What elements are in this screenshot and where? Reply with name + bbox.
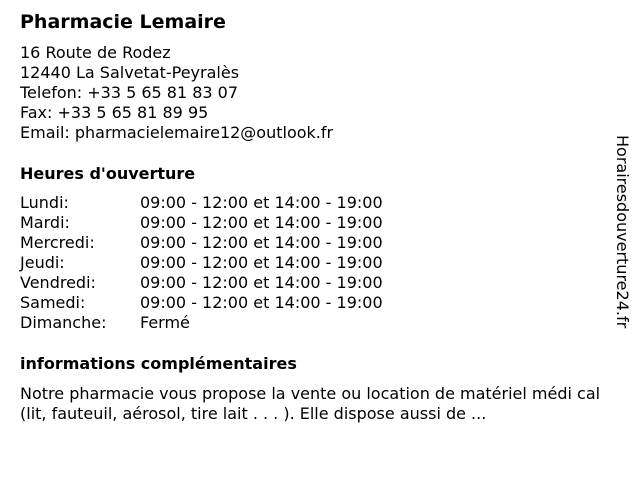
pharmacy-title: Pharmacie Lemaire <box>20 11 226 33</box>
info-heading: informations complémentaires <box>20 354 297 373</box>
hours-heading: Heures d'ouverture <box>20 164 196 183</box>
hours-time-value: 09:00 - 12:00 et 14:00 - 19:00 <box>140 273 383 292</box>
hours-row-tuesday <box>20 213 383 233</box>
hours-time-value: 09:00 - 12:00 et 14:00 - 19:00 <box>140 253 383 272</box>
hours-day-label: Samedi: <box>20 293 86 312</box>
hours-time-value: 09:00 - 12:00 et 14:00 - 19:00 <box>140 293 383 312</box>
hours-row-friday <box>20 273 383 293</box>
hours-day-label: Mardi: <box>20 213 70 232</box>
hours-day-label: Jeudi: <box>20 253 65 272</box>
hours-row-saturday <box>20 293 383 313</box>
fax-line: Fax: +33 5 65 81 89 95 <box>20 103 209 122</box>
hours-row-monday <box>20 193 383 213</box>
hours-time-value: Fermé <box>140 313 190 332</box>
hours-row-sunday <box>20 313 190 333</box>
hours-time-value: 09:00 - 12:00 et 14:00 - 19:00 <box>140 233 383 252</box>
info-description: Notre pharmacie vous propose la vente ou location de matériel médi cal (lit, fauteuil, aérosol, tire lait . . . ). Elle dispose aussi de ... <box>20 384 601 423</box>
hours-time-value: 09:00 - 12:00 et 14:00 - 19:00 <box>140 213 383 232</box>
address-line-2: 12440 La Salvetat-Peyralès <box>20 63 240 82</box>
hours-day-label: Mercredi: <box>20 233 95 252</box>
address-line-1: 16 Route de Rodez <box>20 43 171 62</box>
hours-day-label: Vendredi: <box>20 273 96 292</box>
hours-day-label: Lundi: <box>20 193 69 212</box>
hours-row-wednesday <box>20 233 383 253</box>
hours-row-thursday <box>20 253 383 273</box>
site-watermark: Horairesdouverture24.fr <box>613 135 632 329</box>
email-line: Email: pharmacielemaire12@outlook.fr <box>20 123 334 142</box>
phone-line: Telefon: +33 5 65 81 83 07 <box>20 83 239 102</box>
hours-day-label: Dimanche: <box>20 313 107 332</box>
hours-time-value: 09:00 - 12:00 et 14:00 - 19:00 <box>140 193 383 212</box>
